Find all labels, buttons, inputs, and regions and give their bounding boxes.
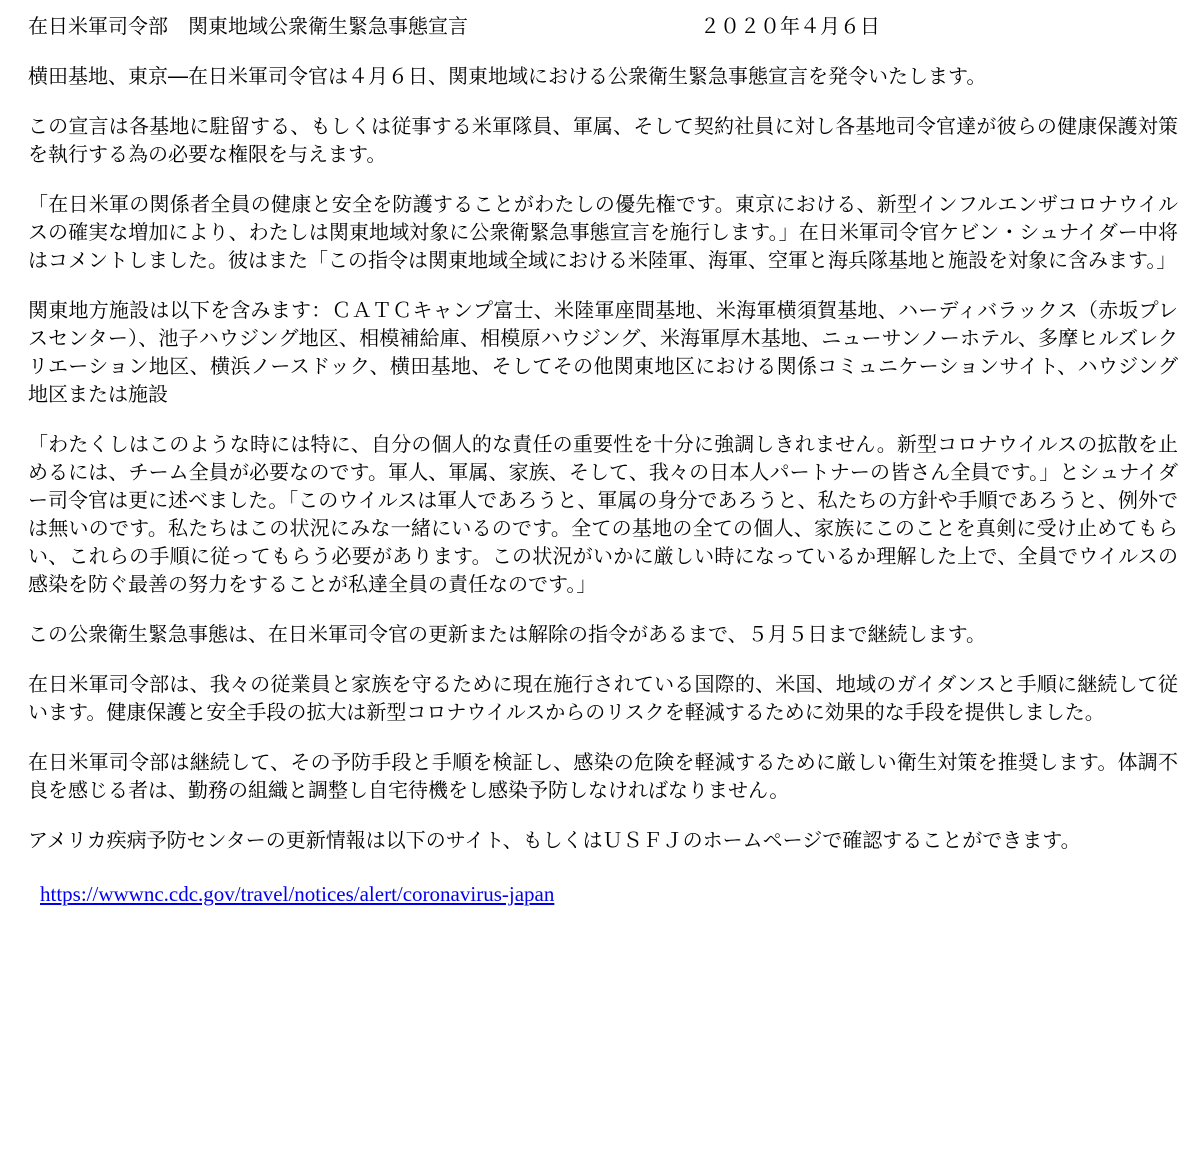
paragraph-commander-quote: 「在日米軍の関係者全員の健康と安全を防護することがわたしの優先権です。東京における、新型インフルエンザコロナウイルスの確実な増加により、わたしは関東地域対象に公衆衛緊急事態宣言を施行します。」在日米軍司令官ケビン・シュナイダー中将はコメントしました。彼はまた「この指令は関東地域全域における米陸軍、海軍、空軍と海兵隊基地と施設を対象に含みます。」 (28, 192, 1178, 272)
paragraph-facilities: 関東地方施設は以下を含みます：ＣＡＴＣキャンプ富士、米陸軍座間基地、米海軍横須賀基地、ハーディバラックス（赤坂プレスセンター）、池子ハウジング地区、相模補給庫、相模原ハウジング、米海軍厚木基地、ニューサンノーホテル、多摩ヒルズレクリエーション地区、横浜ノースドック、横田基地、そしてその他関東地区における関係コミュニケーションサイト、ハウジング地区または施設 (28, 298, 1178, 406)
paragraph-prevention: 在日米軍司令部は継続して、その予防手段と手順を検証し、感染の危険を軽減するために厳しい衛生対策を推奨します。体調不良を感じる者は、勤務の組織と調整し自宅待機をし感染予防しなければなりません。 (28, 750, 1178, 802)
document-header (28, 12, 1178, 40)
paragraph-guidance: 在日米軍司令部は、我々の従業員と家族を守るために現在施行されている国際的、米国、地域のガイダンスと手順に継続して従います。健康保護と安全手段の拡大は新型コロナウイルスからのリスクを軽減するために効果的な手段を提供しました。 (28, 672, 1178, 724)
link-container (28, 880, 1178, 908)
cdc-link[interactable]: https://wwwnc.cdc.gov/travel/notices/alert/coronavirus-japan (40, 882, 555, 906)
paragraph-announcement: 横田基地、東京―在日米軍司令官は４月６日、関東地域における公衆衛生緊急事態宣言を発令いたします。 (28, 64, 987, 88)
paragraph-cdc-info: アメリカ疾病予防センターの更新情報は以下のサイト、もしくはＵＳＦＪのホームページで確認することができます。 (28, 828, 1081, 852)
paragraph-duration: この公衆衛生緊急事態は、在日米軍司令官の更新または解除の指令があるまで、５月５日まで継続します。 (28, 622, 986, 646)
paragraph-responsibility-quote: 「わたくしはこのような時には特に、自分の個人的な責任の重要性を十分に強調しきれません。新型コロナウイルスの拡散を止めるには、チーム全員が必要なのです。軍人、軍属、家族、そして、我々の日本人パートナーの皆さん全員です。」とシュナイダー司令官は更に述べました。「このウイルスは軍人であろうと、軍属の身分であろうと、私たちの方針や手順であろうと、例外では無いのです。私たちはこの状況にみな一緒にいるのです。全ての基地の全ての個人、家族にこのことを真剣に受け止めてもらい、これらの手順に従ってもらう必要があります。この状況がいかに厳しい時になっているか理解した上で、全員でウイルスの感染を防ぐ最善の努力をすることが私達全員の責任なのです。」 (28, 432, 1178, 596)
document-page (28, 12, 1178, 908)
paragraph-authority: この宣言は各基地に駐留する、もしくは従事する米軍隊員、軍属、そして契約社員に対し各基地司令官達が彼らの健康保護対策を執行する為の必要な権限を与えます。 (28, 114, 1178, 166)
document-date: ２０２０年４月６日 (700, 14, 880, 38)
document-title: 在日米軍司令部 関東地域公衆衛生緊急事態宣言 (28, 14, 468, 38)
